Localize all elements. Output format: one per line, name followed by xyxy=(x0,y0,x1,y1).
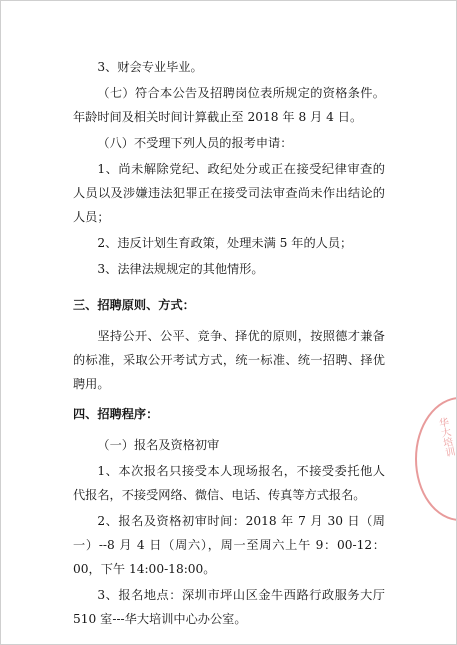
paragraph-registration-2: 2、报名及资格初审时间：2018 年 7 月 30 日（周一）--8 月 4 日（周六），周一至周六上午 9：00-12：00，下午 14:00-18:00。 xyxy=(73,514,385,576)
paragraph-principles: 坚持公开、公平、竞争、择优的原则，按照德才兼备的标准，采取公开考试方式，统一标准、统一招聘、择优聘用。 xyxy=(73,329,385,391)
paragraph-exclusion-intro: （八）不受理下列人员的报考申请： xyxy=(97,136,293,150)
seal-lettering: 华大培训 xyxy=(435,416,455,459)
paragraph-registration-3: 3、报名地点：深圳市坪山区金牛西路行政服务大厅 510 室---华大培训中心办公室。 xyxy=(73,588,385,626)
paragraph-exclusion-2: 2、违反计划生育政策，处理未满 5 年的人员； xyxy=(97,236,353,250)
paragraph-exclusion-3: 3、法律法规规定的其他情形。 xyxy=(97,262,264,276)
document-body xyxy=(73,55,385,633)
paragraph-exclusion-1: 1、尚未解除党纪、政纪处分或正在接受纪律审查的人员以及涉嫌违法犯罪正在接受司法审查尚未作出结论的人员； xyxy=(73,162,385,224)
section-heading-principles: 三、招聘原则、方式： xyxy=(73,298,195,312)
paragraph-requirement-3: 3、财会专业毕业。 xyxy=(97,60,203,74)
paragraph-registration-1: 1、本次报名只接受本人现场报名，不接受委托他人代报名，不接受网络、微信、电话、传真等方式报名。 xyxy=(73,464,385,502)
section-heading-procedure: 四、招聘程序： xyxy=(73,407,159,421)
subheading-registration: （一）报名及资格初审 xyxy=(97,438,220,452)
paragraph-requirement-7: （七）符合本公告及招聘岗位表所规定的资格条件。年龄时间及相关时间计算截止至 2018 年 8 月 4 日。 xyxy=(73,86,385,124)
